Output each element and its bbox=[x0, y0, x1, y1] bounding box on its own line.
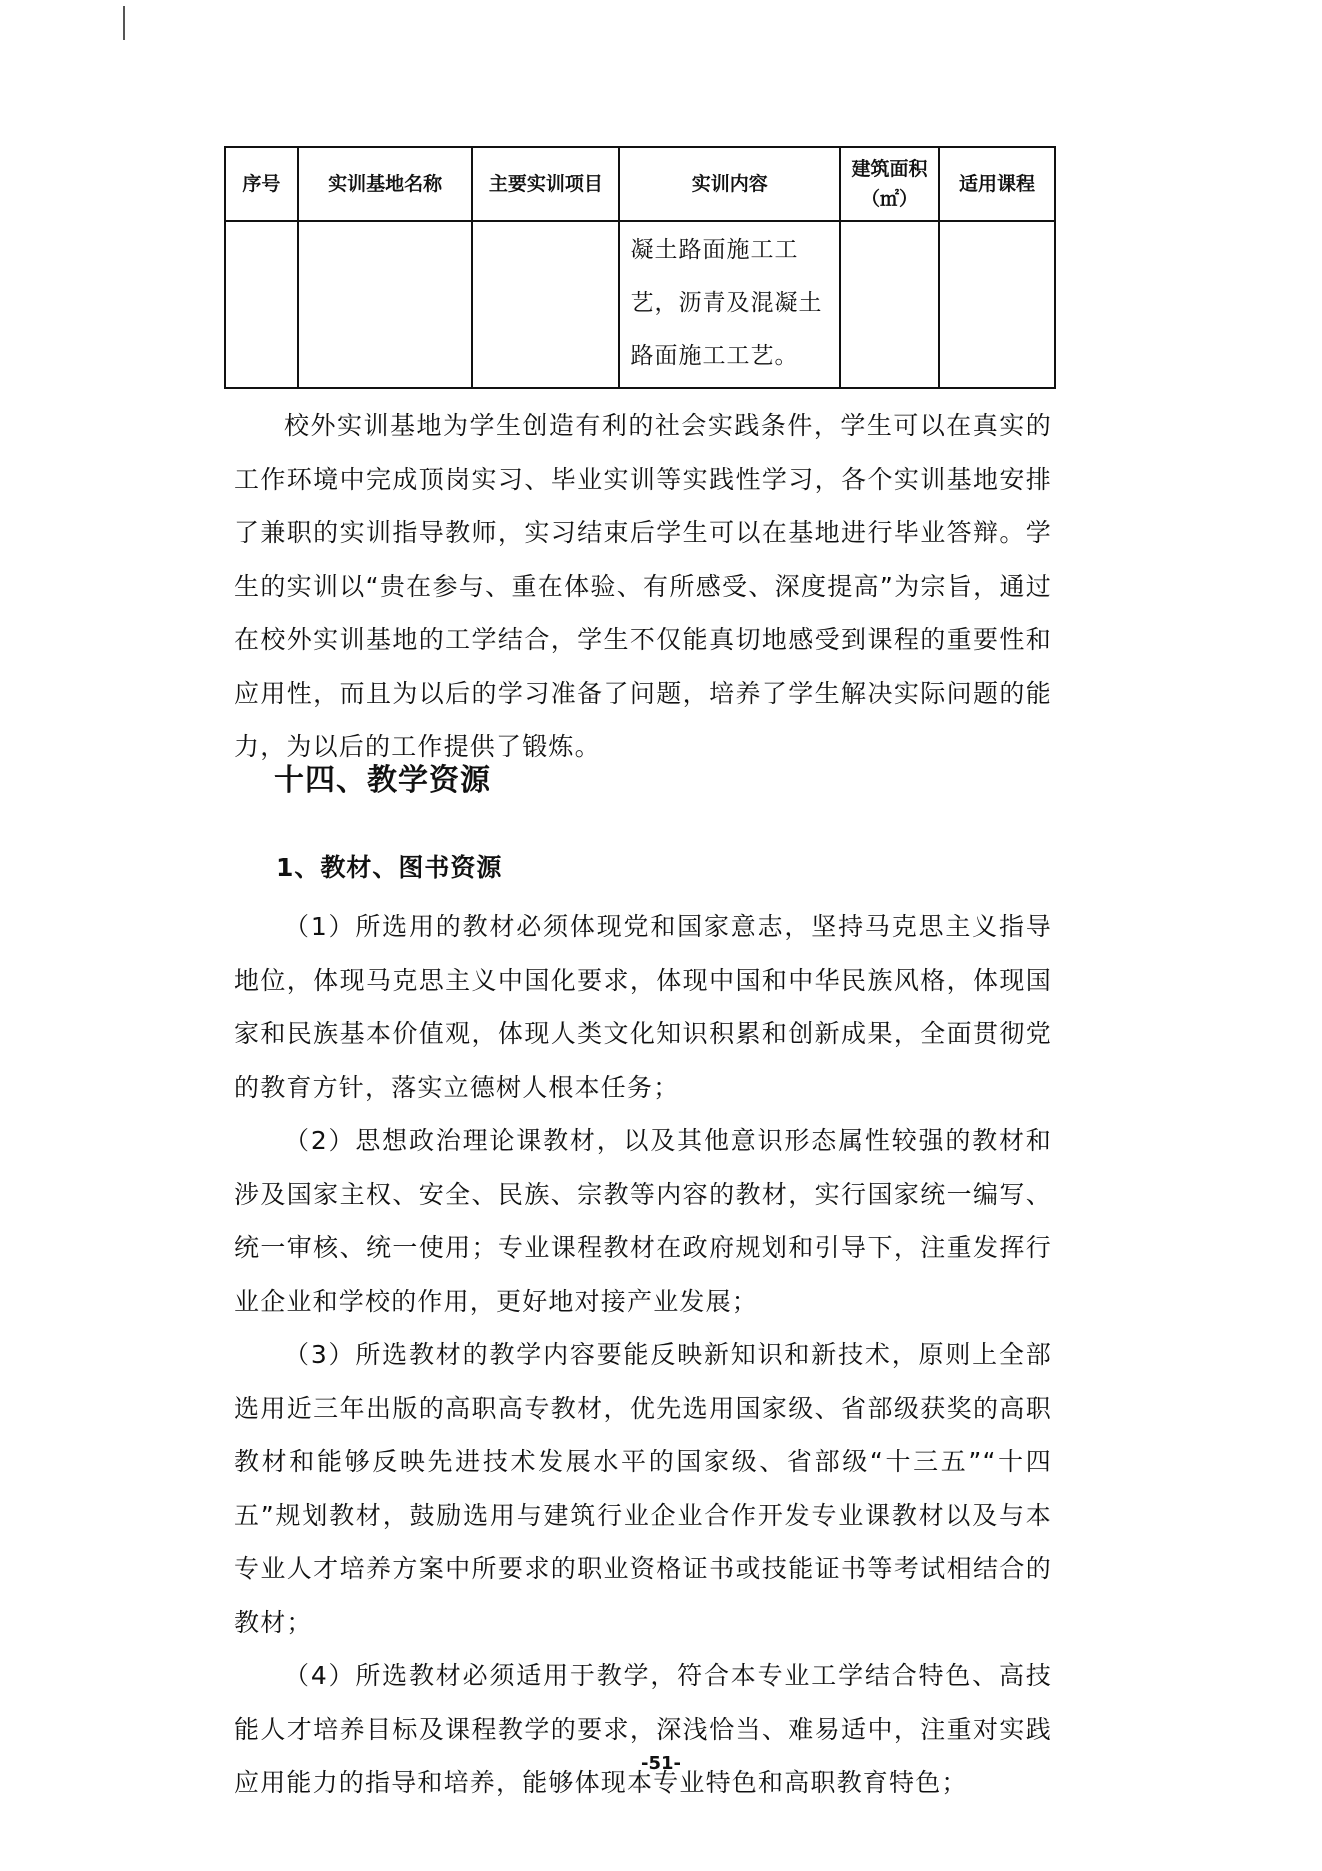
header-main-project: 主要实训项目 bbox=[472, 147, 619, 221]
subsection-title: 1、教材、图书资源 bbox=[276, 853, 503, 882]
textbook-requirements bbox=[234, 900, 1052, 1810]
header-area-line2: （㎡） bbox=[861, 188, 919, 210]
cell-area bbox=[840, 221, 939, 388]
cell-content: 凝土路面施工工艺，沥青及混凝土路面施工工艺。 bbox=[619, 221, 840, 388]
requirement-item-3: （3）所选教材的教学内容要能反映新知识和新技术，原则上全部选用近三年出版的高职高专教材，优先选用国家级、省部级获奖的高职教材和能够反映先进技术发展水平的国家级、省部级“十三五”“十四五”规划教材，鼓励选用与建筑行业企业合作开发专业课教材以及与本专业人才培养方案中所要求的职业资格证书或技能证书等考试相结合的教材； bbox=[234, 1340, 1052, 1637]
training-base-table bbox=[224, 146, 1056, 389]
header-base-name: 实训基地名称 bbox=[298, 147, 473, 221]
requirement-item-2: （2）思想政治理论课教材，以及其他意识形态属性较强的教材和涉及国家主权、安全、民族、宗教等内容的教材，实行国家统一编写、统一审核、统一使用；专业课程教材在政府规划和引导下，注重发挥行业企业和学校的作用，更好地对接产业发展； bbox=[234, 1126, 1052, 1316]
section-title: 十四、教学资源 bbox=[274, 763, 491, 798]
header-area bbox=[840, 147, 939, 221]
cell-course bbox=[939, 221, 1055, 388]
header-area-line1: 建筑面积 bbox=[851, 158, 928, 180]
table-row bbox=[225, 221, 1055, 388]
cell-base-name bbox=[298, 221, 473, 388]
offsite-training-section bbox=[234, 399, 1052, 774]
requirement-item-1: （1）所选用的教材必须体现党和国家意志，坚持马克思主义指导地位，体现马克思主义中国化要求，体现中国和中华民族风格，体现国家和民族基本价值观，体现人类文化知识积累和创新成果，全面贯彻党的教育方针，落实立德树人根本任务； bbox=[234, 912, 1052, 1102]
requirement-item-4: （4）所选教材必须适用于教学，符合本专业工学结合特色、高技能人才培养目标及课程教学的要求，深浅恰当、难易适中，注重对实践应用能力的指导和培养，能够体现本专业特色和高职教育特色； bbox=[234, 1661, 1052, 1797]
offsite-training-paragraph: 校外实训基地为学生创造有利的社会实践条件，学生可以在真实的工作环境中完成顶岗实习、毕业实训等实践性学习，各个实训基地安排了兼职的实训指导教师，实习结束后学生可以在基地进行毕业答辩。学生的实训以“贵在参与、重在体验、有所感受、深度提高”为宗旨，通过在校外实训基地的工学结合，学生不仅能真切地感受到课程的重要性和应用性，而且为以后的学习准备了问题，培养了学生解决实际问题的能力，为以后的工作提供了锻炼。 bbox=[234, 411, 1052, 761]
table-header-row bbox=[225, 147, 1055, 221]
cell-index bbox=[225, 221, 298, 388]
scan-artifact-line bbox=[123, 6, 125, 40]
header-index: 序号 bbox=[225, 147, 298, 221]
header-course: 适用课程 bbox=[939, 147, 1055, 221]
header-content: 实训内容 bbox=[619, 147, 840, 221]
cell-main-project bbox=[472, 221, 619, 388]
page-number: -51- bbox=[641, 1753, 681, 1774]
